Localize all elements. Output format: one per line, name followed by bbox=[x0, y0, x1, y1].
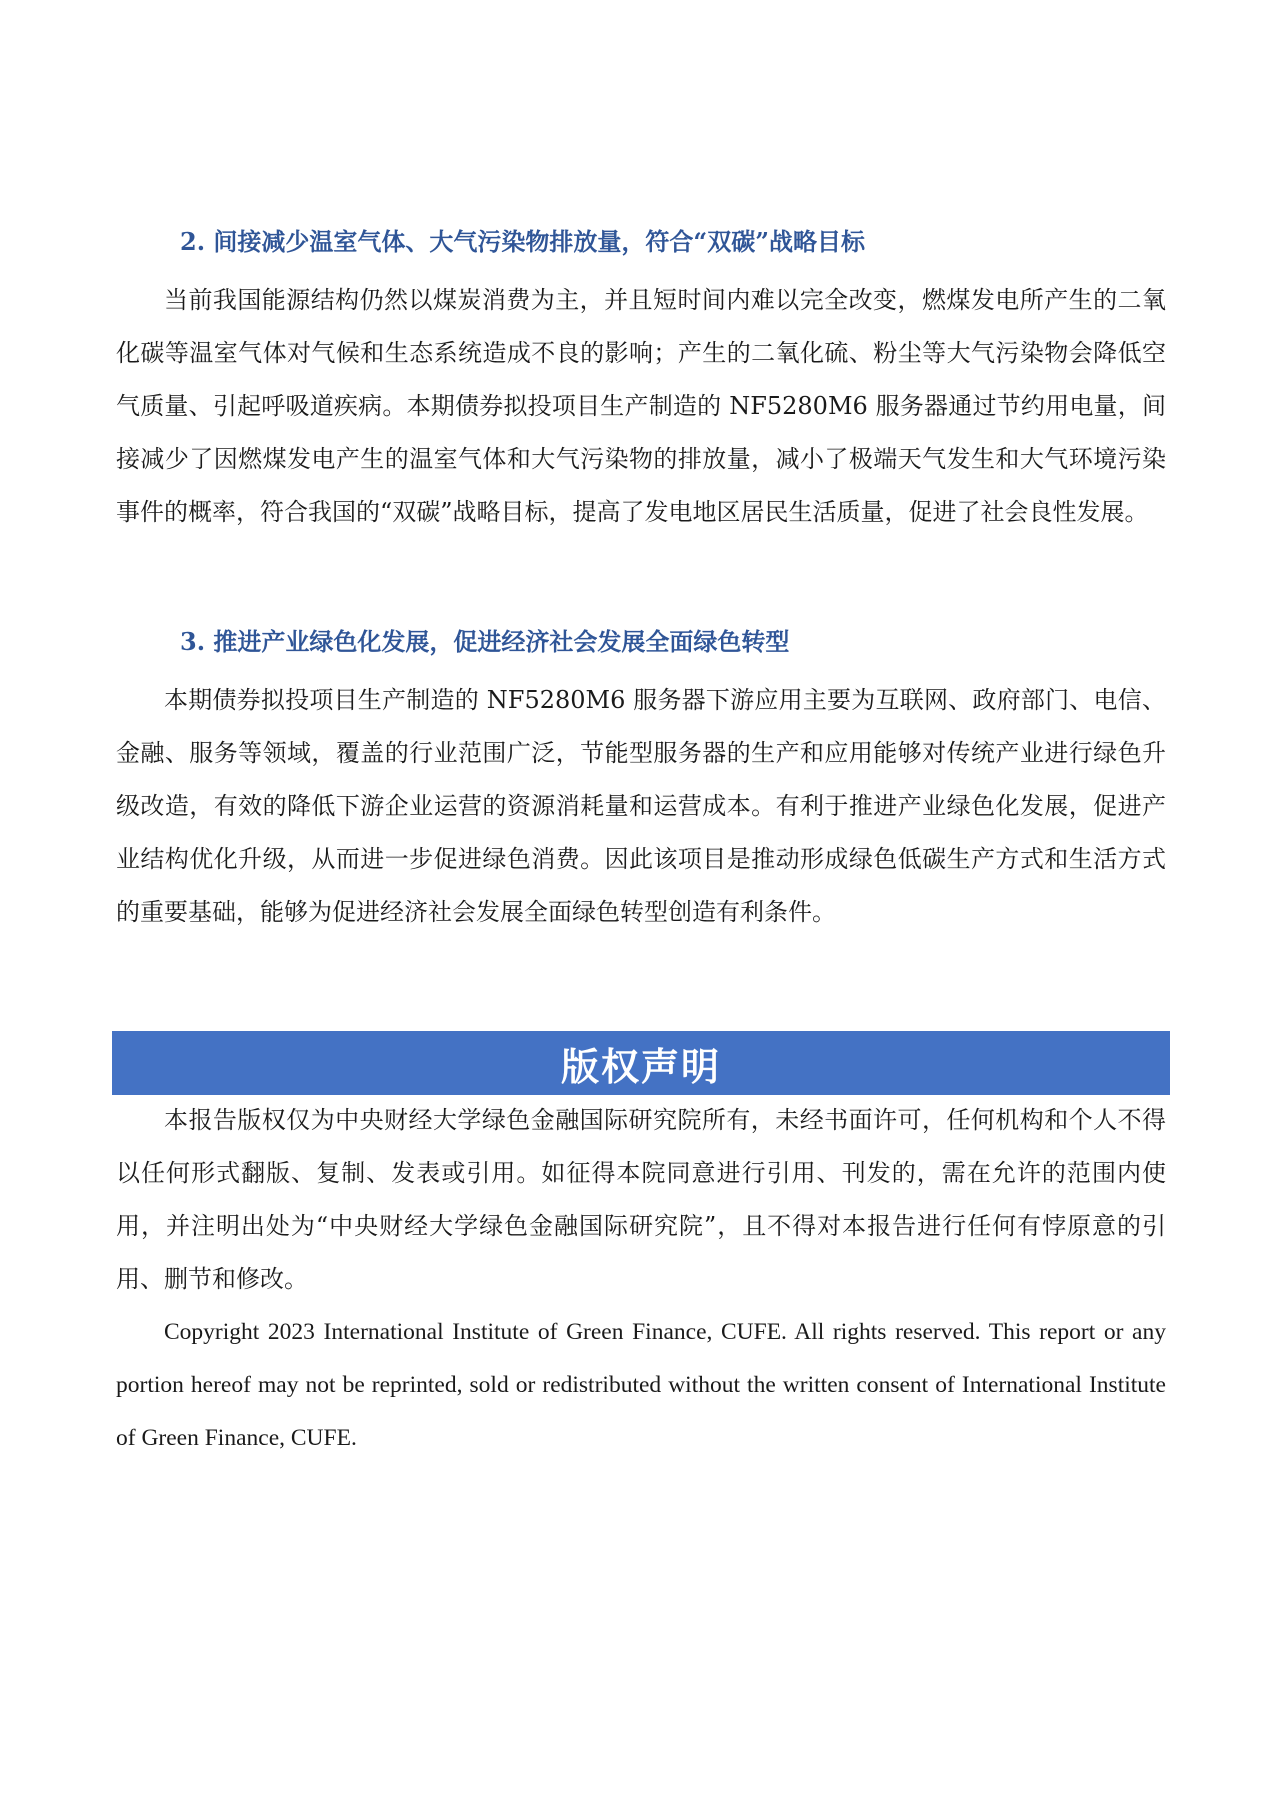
copyright-banner bbox=[112, 1031, 1170, 1095]
section-2-paragraph: 当前我国能源结构仍然以煤炭消费为主，并且短时间内难以完全改变，燃煤发电所产生的二氧化碳等温室气体对气候和生态系统造成不良的影响；产生的二氧化硫、粉尘等大气污染物会降低空气质量、引起呼吸道疾病。本期债券拟投项目生产制造的 NF5280M6 服务器通过节约用电量，间接减少了因燃煤发电产生的温室气体和大气污染物的排放量，减小了极端天气发生和大气环境污染事件的概率，符合我国的“双碳”战略目标，提高了发电地区居民生活质量，促进了社会良性发展。 bbox=[116, 286, 1166, 526]
copyright-body-en bbox=[116, 1306, 1166, 1465]
copyright-body-cn bbox=[116, 1094, 1166, 1306]
section-3-body bbox=[116, 674, 1166, 939]
section-2 bbox=[116, 226, 1166, 258]
section-2-body bbox=[116, 274, 1166, 539]
copyright-paragraph-cn: 本报告版权仅为中央财经大学绿色金融国际研究院所有，未经书面许可，任何机构和个人不得以任何形式翻版、复制、发表或引用。如征得本院同意进行引用、刊发的，需在允许的范围内使用，并注明出处为“中央财经大学绿色金融国际研究院”，且不得对本报告进行任何有悖原意的引用、删节和修改。 bbox=[116, 1106, 1166, 1293]
copyright-title: 版权声明 bbox=[560, 1043, 721, 1089]
section-3-heading: 3. 推进产业绿色化发展，促进经济社会发展全面绿色转型 bbox=[180, 627, 790, 656]
copyright-paragraph-en: Copyright 2023 International Institute of Green Finance, CUFE. All rights reserved. This report or any portion hereof may not be reprinted, sold or redistributed without the written consent of International Institute of Green Finance, CUFE. bbox=[116, 1319, 1166, 1451]
section-2-heading: 2. 间接减少温室气体、大气污染物排放量，符合“双碳”战略目标 bbox=[180, 227, 866, 256]
section-3-paragraph: 本期债券拟投项目生产制造的 NF5280M6 服务器下游应用主要为互联网、政府部门、电信、金融、服务等领域，覆盖的行业范围广泛，节能型服务器的生产和应用能够对传统产业进行绿色升级改造，有效的降低下游企业运营的资源消耗量和运营成本。有利于推进产业绿色化发展，促进产业结构优化升级，从而进一步促进绿色消费。因此该项目是推动形成绿色低碳生产方式和生活方式的重要基础，能够为促进经济社会发展全面绿色转型创造有利条件。 bbox=[116, 686, 1166, 926]
section-3 bbox=[116, 626, 1166, 658]
